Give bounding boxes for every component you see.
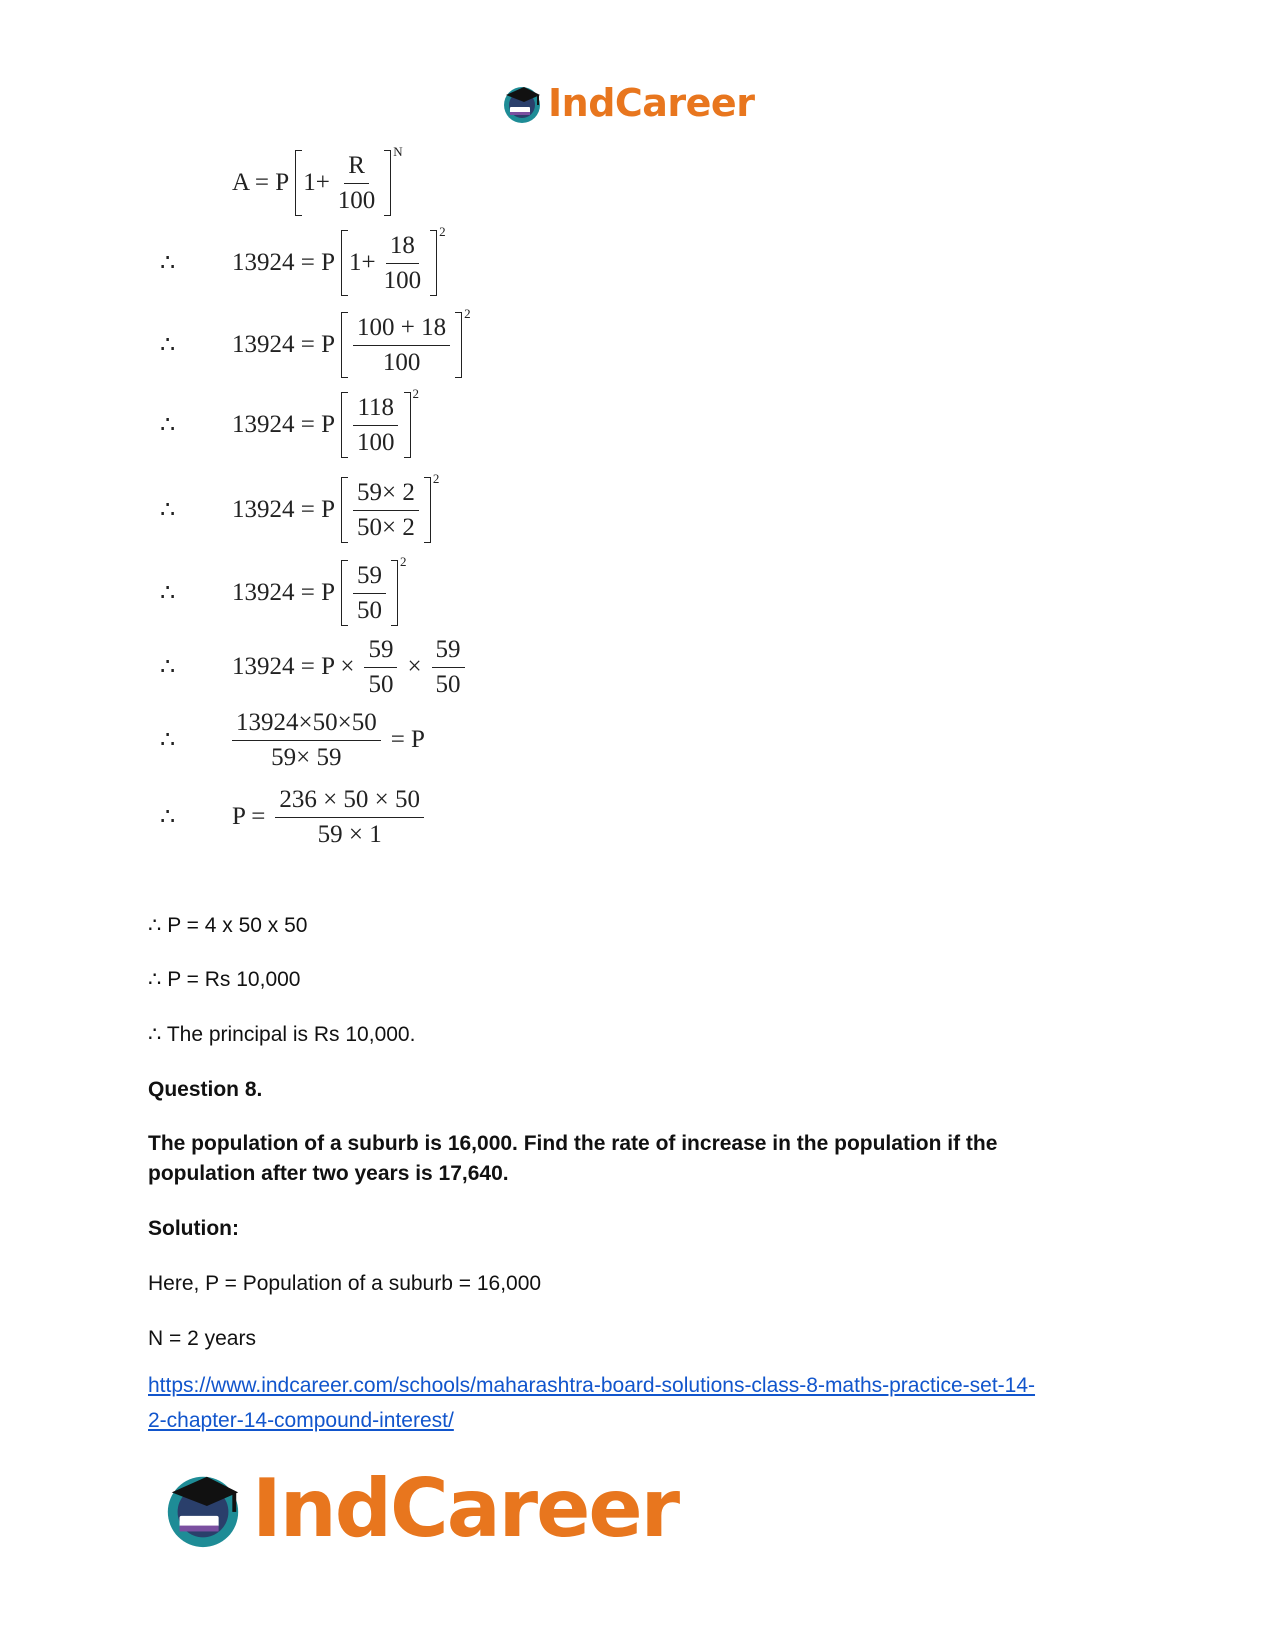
eq5-exponent: 2 (432, 471, 440, 486)
eq3-fraction (353, 314, 450, 376)
eq6-exponent: 2 (400, 554, 407, 569)
therefore-symbol: ∴ (160, 654, 176, 681)
eq2-exponent: 2 (439, 224, 446, 239)
eq9-numerator: 236 × 50 × 50 (275, 786, 424, 818)
question-heading: Question 8. (148, 1078, 263, 1101)
eq7-denominator-2: 50 (435, 670, 461, 698)
header-logo (500, 78, 754, 128)
eq6-denominator: 50 (357, 596, 383, 624)
result-line-3: ∴ The principal is Rs 10,000. (148, 1023, 416, 1046)
eq6-numerator: 59 (353, 562, 386, 594)
eq1-lhs: A = P (232, 169, 290, 196)
eq2-numerator: 18 (386, 232, 419, 264)
eq3-denominator: 100 (382, 348, 421, 376)
eq5-denominator: 50× 2 (357, 513, 415, 541)
eq1-numerator: R (344, 152, 369, 184)
question-text-line-2: population after two years is 17,640. (148, 1162, 509, 1185)
eq4-exponent: 2 (412, 386, 420, 401)
eq3-bracket (341, 312, 462, 378)
therefore-symbol: ∴ (160, 250, 176, 277)
source-link-line-2[interactable]: 2-chapter-14-compound-interest/ (148, 1409, 454, 1432)
eq8-fraction (232, 709, 381, 771)
eq5-lhs: 13924 = P (232, 496, 336, 523)
therefore-symbol: ∴ (160, 332, 176, 359)
question-text-line-1: The population of a suburb is 16,000. Find the rate of increase in the population if the (148, 1132, 998, 1155)
eq8-rhs: = P (390, 726, 425, 753)
eq8-denominator: 59× 59 (271, 743, 342, 771)
eq9-fraction (275, 786, 424, 848)
eq9-lhs: P = (232, 803, 266, 830)
solution-heading: Solution: (148, 1217, 239, 1240)
eq7-lhs: 13924 = P × (232, 653, 355, 680)
eq9-denominator: 59 × 1 (317, 820, 382, 848)
eq3-lhs: 13924 = P (232, 331, 336, 358)
eq5-bracket (341, 477, 431, 543)
footer-logo (160, 1462, 678, 1554)
eq1-bracket (295, 150, 391, 216)
eq4-fraction (353, 394, 399, 456)
eq2-denominator: 100 (383, 266, 422, 294)
eq2-lhs: 13924 = P (232, 249, 336, 276)
eq4-numerator: 118 (353, 394, 398, 426)
given-population: Here, P = Population of a suburb = 16,000 (148, 1272, 542, 1295)
source-link-line-1[interactable]: https://www.indcareer.com/schools/maharashtra-board-solutions-class-8-maths-practice-set-14- (148, 1374, 1036, 1397)
eq7-numerator-2: 59 (432, 636, 465, 668)
eq6-lhs: 13924 = P (232, 579, 336, 606)
eq7-times: × (407, 653, 422, 680)
eq2-fraction (380, 232, 426, 294)
eq7-numerator-1: 59 (364, 636, 397, 668)
eq1-inside-pre: 1+ (303, 169, 330, 196)
eq1-exponent: N (393, 144, 403, 159)
result-line-1: ∴ P = 4 x 50 x 50 (148, 914, 308, 937)
eq3-exponent: 2 (464, 306, 471, 321)
therefore-symbol: ∴ (160, 580, 176, 607)
eq7-fraction-2 (432, 636, 465, 698)
therefore-symbol: ∴ (160, 497, 176, 524)
eq5-fraction (353, 479, 419, 541)
therefore-symbol: ∴ (160, 804, 176, 831)
eq2-inside-pre: 1+ (349, 249, 376, 276)
graduation-cap-icon (160, 1465, 246, 1551)
given-years: N = 2 years (148, 1327, 256, 1350)
eq6-bracket (341, 560, 398, 626)
eq7-fraction-1 (364, 636, 397, 698)
eq4-lhs: 13924 = P (232, 411, 336, 438)
eq8-numerator: 13924×50×50 (232, 709, 381, 741)
eq1-fraction (334, 152, 380, 214)
eq2-bracket (341, 230, 437, 296)
eq4-denominator: 100 (357, 428, 395, 456)
eq7-denominator-1: 50 (368, 670, 394, 698)
result-line-2: ∴ P = Rs 10,000 (148, 968, 301, 991)
eq4-bracket (341, 392, 411, 458)
source-link[interactable] (148, 1368, 1108, 1438)
logo-text: IndCareer (252, 1461, 679, 1555)
logo-text: IndCareer (548, 81, 755, 125)
therefore-symbol: ∴ (160, 727, 176, 754)
eq6-fraction (353, 562, 386, 624)
eq3-numerator: 100 + 18 (353, 314, 450, 346)
graduation-cap-icon (500, 81, 544, 125)
eq1-denominator: 100 (337, 186, 376, 214)
eq5-numerator: 59× 2 (353, 479, 419, 511)
therefore-symbol: ∴ (160, 412, 176, 439)
